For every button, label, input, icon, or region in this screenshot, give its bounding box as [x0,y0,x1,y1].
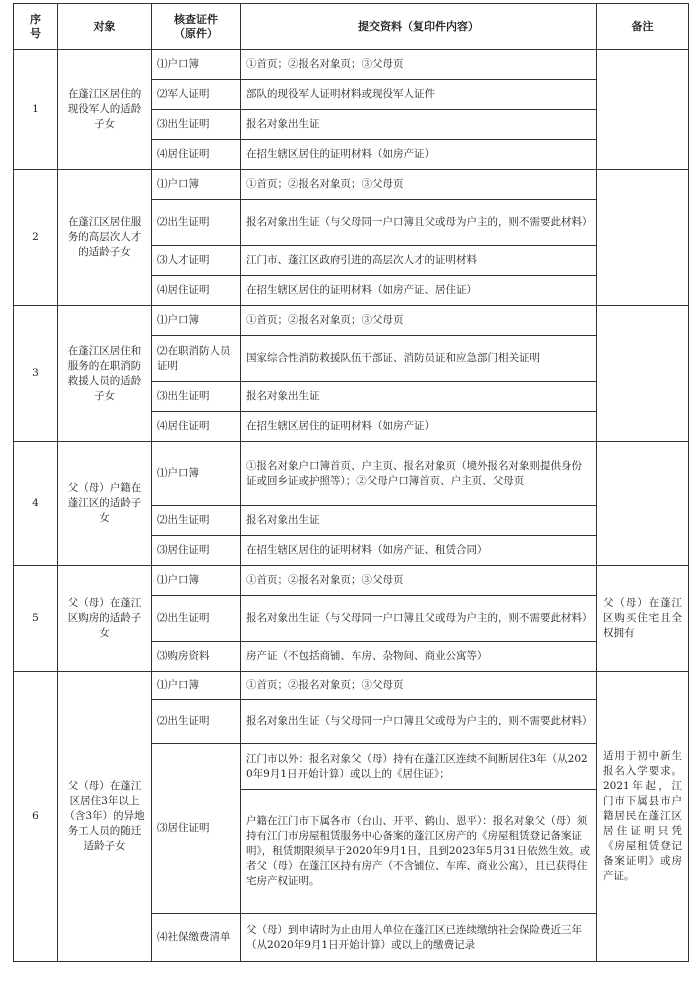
content-cell: 国家综合性消防救援队伍干部证、消防员证和应急部门相关证明 [241,336,597,382]
content-cell: 报名对象出生证 [241,382,597,412]
doc-cell: ⑷居住证明 [152,276,241,306]
table-row [14,672,689,700]
remark-cell [597,50,689,170]
content-cell: 户籍在江门市下属各市（台山、开平、鹤山、恩平）：报名对象父（母）须持有江门市房屋租赁服务中心备案的蓬江区房产的《房屋租赁登记备案证明》，租赁期限须早于2020年9月1日，且到2023年5月31日依然生效。或者父（母）在蓬江区持有房产（不含铺位、车库、商业公寓），且已获得住宅房产权证明。 [241,790,597,914]
doc-cell: ⑶出生证明 [152,110,241,140]
doc-cell: ⑶居住证明 [152,536,241,566]
doc-cell: ⑴户口簿 [152,672,241,700]
doc-cell: ⑶居住证明 [152,744,241,914]
table-header-row [14,4,689,50]
group-seq: 1 [14,50,58,170]
group-object: 父（母）在蓬江区购房的适龄子女 [58,566,152,672]
group-object: 在蓬江区居住和服务的在职消防救援人员的适龄子女 [58,306,152,442]
content-cell: 部队的现役军人证明材料或现役军人证件 [241,80,597,110]
group-seq: 2 [14,170,58,306]
header-remarks: 备注 [597,4,689,50]
group-object: 父（母）在蓬江区居住3年以上（含3年）的异地务工人员的随迁适龄子女 [58,672,152,962]
content-cell: 报名对象出生证 [241,110,597,140]
table-row [14,50,689,80]
content-cell: ①首页；②报名对象页；③父母页 [241,50,597,80]
content-cell: 报名对象出生证（与父母同一户口簿且父或母为户主的，则不需要此材料） [241,596,597,642]
doc-cell: ⑴户口簿 [152,306,241,336]
doc-cell: ⑶出生证明 [152,382,241,412]
content-cell: 父（母）到申请时为止由用人单位在蓬江区已连续缴纳社会保险费近三年（从2020年9月1日开始计算）或以上的缴费记录 [241,914,597,962]
content-cell: 在招生辖区居住的证明材料（如房产证、租赁合同） [241,536,597,566]
content-cell: ①首页；②报名对象页；③父母页 [241,170,597,200]
content-cell: ①首页；②报名对象页；③父母页 [241,566,597,596]
doc-cell: ⑷社保缴费清单 [152,914,241,962]
remark-cell [597,442,689,566]
content-cell: 在招生辖区居住的证明材料（如房产证） [241,140,597,170]
content-cell: 江门市、蓬江区政府引进的高层次人才的证明材料 [241,246,597,276]
content-cell: 报名对象出生证（与父母同一户口簿且父或母为户主的，则不需要此材料） [241,700,597,744]
doc-cell: ⑷居住证明 [152,140,241,170]
header-materials: 提交资料（复印件内容） [241,4,597,50]
remark-cell [597,170,689,306]
table-row [14,442,689,506]
content-cell: 在招生辖区居住的证明材料（如房产证） [241,412,597,442]
doc-cell: ⑵军人证明 [152,80,241,110]
doc-cell: ⑵出生证明 [152,596,241,642]
content-cell: 报名对象出生证（与父母同一户口簿且父或母为户主的，则不需要此材料） [241,200,597,246]
doc-cell: ⑶人才证明 [152,246,241,276]
content-cell: ①报名对象户口簿首页、户主页、报名对象页（境外报名对象则提供身份证或回乡证或护照等）；②父母户口簿首页、户主页、父母页 [241,442,597,506]
group-object: 在蓬江区居住服务的高层次人才的适龄子女 [58,170,152,306]
doc-cell: ⑴户口簿 [152,50,241,80]
doc-cell: ⑵在职消防人员证明 [152,336,241,382]
doc-cell: ⑴户口簿 [152,442,241,506]
doc-cell: ⑶购房资料 [152,642,241,672]
table-row [14,566,689,596]
remark-cell: 适用于初中新生报名入学要求。2021年起，江门市下属县市户籍居民在蓬江区居住证明只凭《房屋租赁登记备案证明》或房产证。 [597,672,689,962]
doc-cell: ⑴户口簿 [152,566,241,596]
table-row [14,170,689,200]
content-cell: 江门市以外：报名对象父（母）持有在蓬江区连续不间断居住3年（从2020年9月1日开始计算）或以上的《居住证》； [241,744,597,790]
group-object: 父（母）户籍在蓬江区的适龄子女 [58,442,152,566]
content-cell: 在招生辖区居住的证明材料（如房产证、居住证） [241,276,597,306]
group-seq: 3 [14,306,58,442]
content-cell: 房产证（不包括商铺、车房、杂物间、商业公寓等） [241,642,597,672]
remark-cell: 父（母）在蓬江区购买住宅且全权拥有 [597,566,689,672]
header-object: 对象 [58,4,152,50]
doc-cell: ⑷居住证明 [152,412,241,442]
doc-cell: ⑵出生证明 [152,506,241,536]
requirements-table [13,3,689,962]
group-seq: 5 [14,566,58,672]
header-seq: 序号 [14,4,58,50]
header-docs: 核查证件（原件） [152,4,241,50]
doc-cell: ⑵出生证明 [152,700,241,744]
content-cell: ①首页；②报名对象页；③父母页 [241,306,597,336]
content-cell: ①首页；②报名对象页；③父母页 [241,672,597,700]
doc-cell: ⑵出生证明 [152,200,241,246]
content-cell: 报名对象出生证 [241,506,597,536]
doc-cell: ⑴户口簿 [152,170,241,200]
group-seq: 4 [14,442,58,566]
group-seq: 6 [14,672,58,962]
requirements-table-container [13,3,688,962]
table-row [14,306,689,336]
remark-cell [597,306,689,442]
group-object: 在蓬江区居住的现役军人的适龄子女 [58,50,152,170]
